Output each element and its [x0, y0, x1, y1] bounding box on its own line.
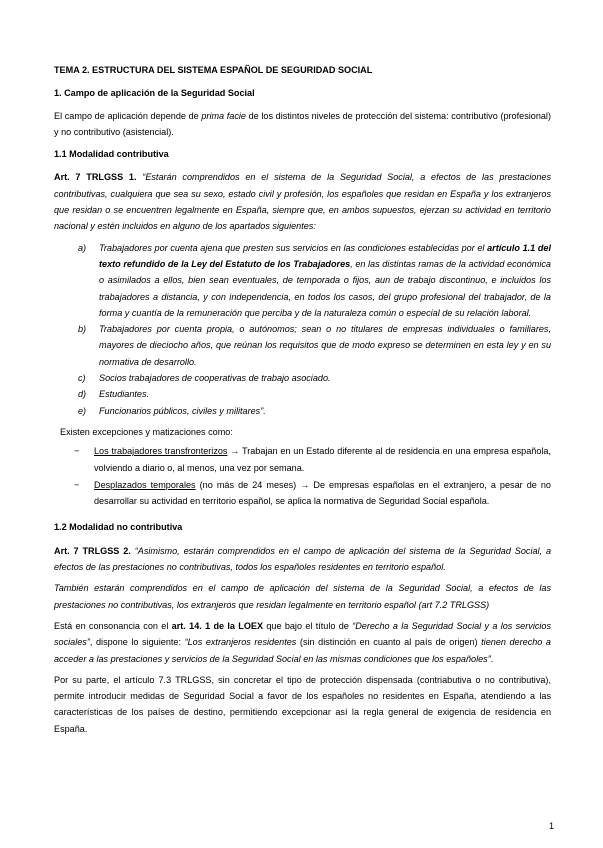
section-heading-1: 1. Campo de aplicación de la Seguridad Social: [54, 88, 255, 99]
article-7-1-quote: Art. 7 TRLGSS 1. “Estarán comprendidos en el sistema de la Seguridad Social, a efectos de las prestaciones contributivas, cualquiera que sea su sexo, estado civil y profesión, los españoles que residan en España y los extranjeros que residan o se encuentren legalmente en España, siempre que, en ambos supuestos, ejerzan su actividad en territorio nacional y estén incluidos en alguno de los apartados siguientes:: [54, 172, 551, 232]
list-item-c: c) Socios trabajadores de cooperativas de trabajo asociado.: [78, 373, 331, 384]
list-item-e: e) Funcionarios públicos, civiles y militares”.: [78, 405, 266, 416]
article-7-2-quote: Art. 7 TRLGSS 2. “Asimismo, estarán comprendidos en el campo de aplicación del sistema de la Seguridad Social, a efectos de las prestaciones no contributivas, todos los españoles residentes en territorio español.: [54, 545, 552, 573]
section-heading-1-1: 1.1 Modalidad contributiva: [54, 149, 169, 160]
exception-item: − Los trabajadores transfronterizos → Trabajan en un Estado diferente al de residencia en una empresa española, volviendo a diario o, al menos, una vez por semana.: [74, 446, 551, 473]
loex-paragraph: Está en consonancia con el art. 14. 1 de la LOEX que bajo el título de “Derecho a la Seguridad Social y a los servicios sociales”, dispone lo siguiente: “Los extranjeros residentes (sin distinción en cuanto al país de origen) tienen derecho a acceder a las prestaciones y servicios de la Seguridad Social en las mismas condiciones que los españoles”.: [54, 620, 552, 664]
article-reference: Art. 7 TRLGSS 1.: [54, 172, 137, 183]
exception-term: Desplazados temporales: [94, 479, 196, 490]
article-reference: Art. 7 TRLGSS 2.: [54, 545, 131, 556]
section-1-paragraph: El campo de aplicación depende de prima facie de los distintos niveles de protección del sistema: contributivo (profesional) y no contributivo (asistencial).: [54, 110, 551, 137]
contributive-list: [54, 240, 551, 419]
document-title: TEMA 2. ESTRUCTURA DEL SISTEMA ESPAÑOL DE SEGURIDAD SOCIAL: [54, 65, 373, 75]
exceptions-list: [54, 443, 551, 509]
exception-item: − Desplazados temporales (no más de 24 meses) → De empresas españolas en el extranjero, a pesar de no desarrollar su actividad en territorio español, se aplica la normativa de Seguridad Social española.: [74, 479, 551, 507]
list-item-b: b) Trabajadores por cuenta propia, o autónomos; sean o no titulares de empresas individuales o familiares, mayores de dieciocho años, que reúnan los requisitos que de modo expreso se determinen en esta ley y en su normativa de desarrollo.: [78, 324, 551, 367]
list-item-a: a) Trabajadores por cuenta ajena que presten sus servicios en las condiciones establecidas por el artículo 1.1 del texto refundido de la Ley del Estatuto de los Trabajadores, en las distintas ramas de la actividad económica o asimilados a ellos, bien sean eventuales, de temporada o fijos, aun de trabajo discontinuo, e incluidos los trabajadores a distancia, y con independencia, en todos los casos, del grupo profesional del trabajador, de la forma y cuantía de la remuneración que perciba y de la naturaleza común o especial de su relación laboral.: [78, 242, 551, 318]
foreigners-paragraph: También estarán comprendidos en el campo de aplicación del sistema de la Seguridad Social, a efectos de las prestaciones no contributivas, los extranjeros que residan legalmente en territorio español (art 7.2 TRLGSS): [54, 583, 551, 610]
article-7-3-paragraph: Por su parte, el artículo 7.3 TRLGSS, sin concretar el tipo de protección dispensada (contriabutiva o no contributiva), permite introducir medidas de Seguridad Social a favor de los españoles no residentes en España, atendiendo a las características de los países de destino, permitiendo excepcionar así la regla general de exigencia de residencia en España.: [54, 674, 551, 734]
exceptions-intro: Existen excepciones y matizaciones como:: [60, 426, 233, 437]
document-page: [54, 62, 551, 742]
page-number: 1: [549, 821, 555, 831]
exception-term: Los trabajadores transfronterizos: [94, 446, 228, 457]
section-heading-1-2: 1.2 Modalidad no contributiva: [54, 522, 183, 533]
list-item-d: d) Estudiantes.: [78, 389, 150, 400]
